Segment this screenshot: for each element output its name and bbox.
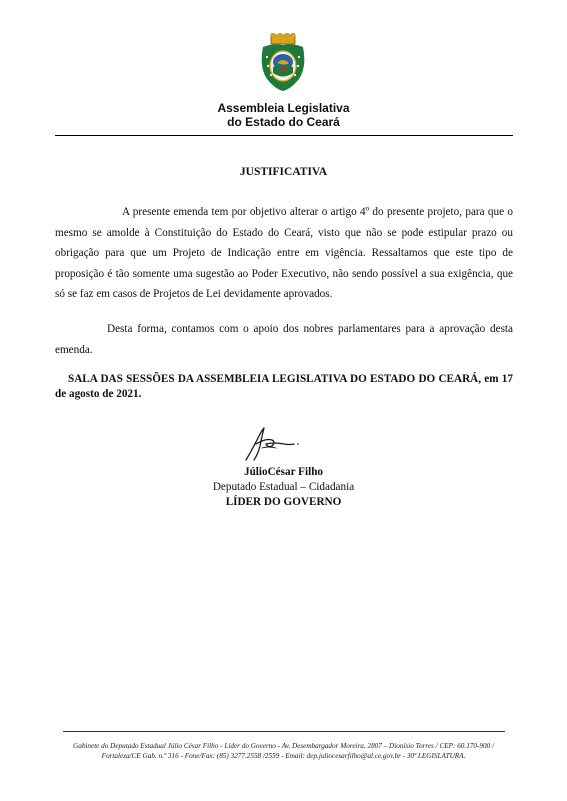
footer-contact-line: Fortaleza/CE Gab. n.º 316 - Fone/Fax: (85) 3277.2558 /2559 - Email: dep.juliocesarfilho@al.ce.gov.br - 30ª LEGISLATURA.: [101, 752, 466, 760]
org-name-line2: do Estado do Ceará: [227, 115, 340, 129]
header-divider: [55, 135, 513, 136]
document-title: JUSTIFICATIVA: [239, 166, 328, 178]
footer-divider: [63, 731, 505, 732]
signer-title: LÍDER DO GOVERNO: [225, 496, 342, 508]
org-name-line1: Assembleia Legislativa: [217, 101, 350, 115]
closing-statement: SALA DAS SESSÕES DA ASSEMBLEIA LEGISLATIVA DO ESTADO DO CEARÁ, em 17 de agosto de 2021.: [55, 373, 513, 400]
footer-address-line: Gabinete do Deputado Estadual Júlio César Filho - Líder do Governo - Av. Desembargador Moreira, 2807 – Dionísio Torres / CEP: 60.170-900 /: [73, 742, 494, 750]
support-paragraph: Desta forma, contamos com o apoio dos nobres parlamentares para a aprovação desta emenda.: [55, 323, 513, 356]
signer-role: Deputado Estadual – Cidadania: [212, 481, 355, 493]
handwritten-signature-icon: [232, 424, 312, 466]
justification-paragraph: A presente emenda tem por objetivo alterar o artigo 4º do presente projeto, para que o mesmo se amolde à Constituição do Estado do Ceará, visto que não se pode estipular prazo ou obrigação para que um Projeto de Indicação entre em vigência. Ressaltamos que este tipo de proposição é tão somente uma sugestão ao Poder Executivo, não sendo possível a sua exigência, que só se faz em casos de Projetos de Lei devidamente aprovados.: [55, 206, 513, 300]
state-coat-of-arms-icon: [257, 33, 309, 93]
signer-name: JúlioCésar Filho: [243, 466, 324, 478]
